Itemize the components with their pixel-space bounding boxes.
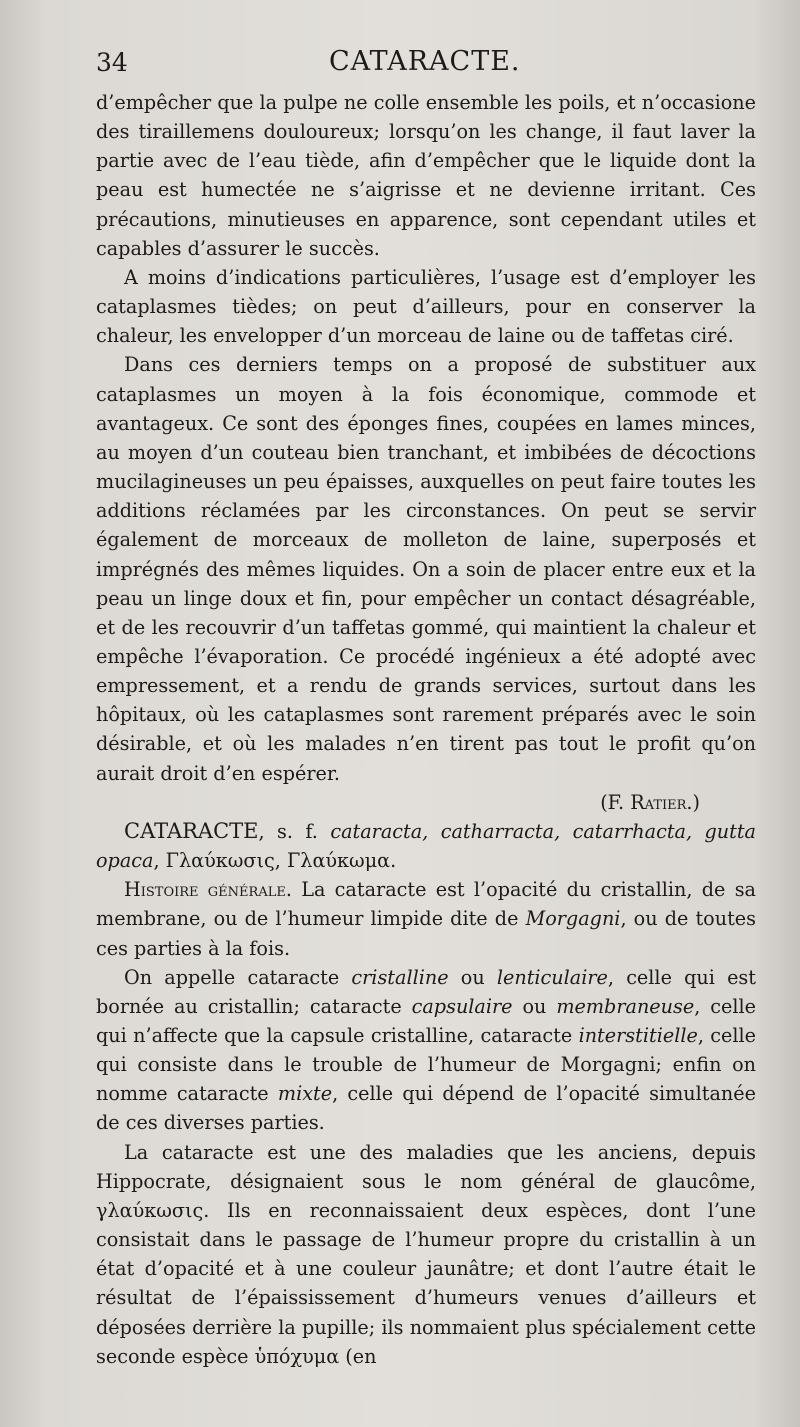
paragraph-text: , celle qui est bornée au cristallin; cataracte xyxy=(96,965,756,1018)
page-number: 34 xyxy=(96,48,128,77)
term: membraneuse xyxy=(556,994,695,1018)
paragraph xyxy=(96,963,756,1138)
paragraph: Dans ces derniers temps on a proposé de substituer aux cataplasmes un moyen à la fois économique, commode et avantageux. Ce sont des éponges fines, coupées en lames minces, au moyen d’un couteau bien tranchant, et imbibées de décoctions mucilagineuses un peu épaisses, auxquelles on peut faire toutes les additions réclamées par les circonstances. On peut se servir également de morceaux de molleton de laine, superposés et imprégnés des mêmes liquides. On a soin de placer entre eux et la peau un linge doux et fin, pour empêcher un contact désagréable, et de les recouvrir d’un taffetas gommé, qui maintient la chaleur et empêche l’évaporation. Ce procédé ingénieux a été adopté avec empressement, et a rendu de grands services, surtout dans les hôpitaux, où les cataplasmes sont rarement préparés avec le soin désirable, et où les malades n’en tirent pas tout le profit qu’on aurait droit d’en espérer. xyxy=(96,353,756,785)
paragraph-text: , celle qui consiste dans le trouble de l’humeur de Morgagni; enfin on nomme cataracte xyxy=(96,1024,756,1106)
running-title: CATARACTE. xyxy=(329,46,521,77)
paragraph-text: La cataracte est l’opacité du cristallin, de sa membrane, ou de l’humeur limpide dite de xyxy=(96,878,756,931)
paragraph xyxy=(96,875,756,962)
term: lenticulaire xyxy=(496,965,608,989)
author-signature-line xyxy=(96,788,756,817)
greek-synonyms: , Γλαύκωσις, Γλαύκωμα. xyxy=(153,849,397,873)
term: cristalline xyxy=(351,965,449,989)
paragraph-text: ou xyxy=(512,994,557,1018)
paragraph: La cataracte est une des maladies que les anciens, depuis Hippocrate, désignaient sous le nom général de glaucôme, γλαύκωσις. Ils en reconnaissaient deux espèces, dont l’une consistait dans le passage de l’humeur propre du cristallin à un état d’opacité et à une couleur jaunâtre; et dont l’autre était le résultat de l’épaississement d’humeurs venues d’ailleurs et déposées derrière la pupille; ils nommaient plus spécialement cette seconde espèce ὑπόχυμα (en xyxy=(96,1140,756,1368)
proper-name: Morgagni xyxy=(525,907,621,931)
paragraph-text: On appelle cataracte xyxy=(124,965,352,989)
paragraph-text: ou xyxy=(448,965,497,989)
author-signature: (F. Ratier.) xyxy=(600,790,700,814)
term: capsulaire xyxy=(411,994,513,1018)
body-text xyxy=(96,88,756,1371)
paragraph: A moins d’indications particulières, l’usage est d’employer les cataplasmes tièdes; on peut d’ailleurs, pour en conserver la chaleur, les envelopper d’un morceau de laine ou de taffetas ciré. xyxy=(96,265,756,348)
paragraph-continuation: d’empêcher que la pulpe ne colle ensemble les poils, et n’occasione des tiraillemens douloureux; lorsqu’on les change, il faut laver la partie avec de l’eau tiède, afin d’empêcher que le liquide dont la peau est humectée ne s’aigrisse et ne devienne irritant. Ces précautions, minutieuses en apparence, sont cependant utiles et capables d’assurer le succès. xyxy=(96,91,756,260)
paragraph-text: , ou de toutes ces parties à la fois. xyxy=(96,907,756,960)
grammatical-gender: , s. f. xyxy=(258,819,318,843)
paragraph-text: , celle qui dépend de l’opacité simultanée de ces diverses parties. xyxy=(96,1082,756,1135)
page-header xyxy=(96,44,756,88)
term: interstitielle xyxy=(578,1024,698,1047)
term: mixte xyxy=(277,1082,333,1106)
dictionary-entry-heading xyxy=(96,817,756,875)
headword: CATARACTE xyxy=(124,818,259,843)
section-label: Histoire générale. xyxy=(124,878,292,902)
latin-variants: cataracta, catharracta, catarrhacta, gutta opaca xyxy=(96,819,756,873)
paragraph-text: , celle qui n’affecte que la capsule cristalline, cataracte xyxy=(96,994,756,1047)
